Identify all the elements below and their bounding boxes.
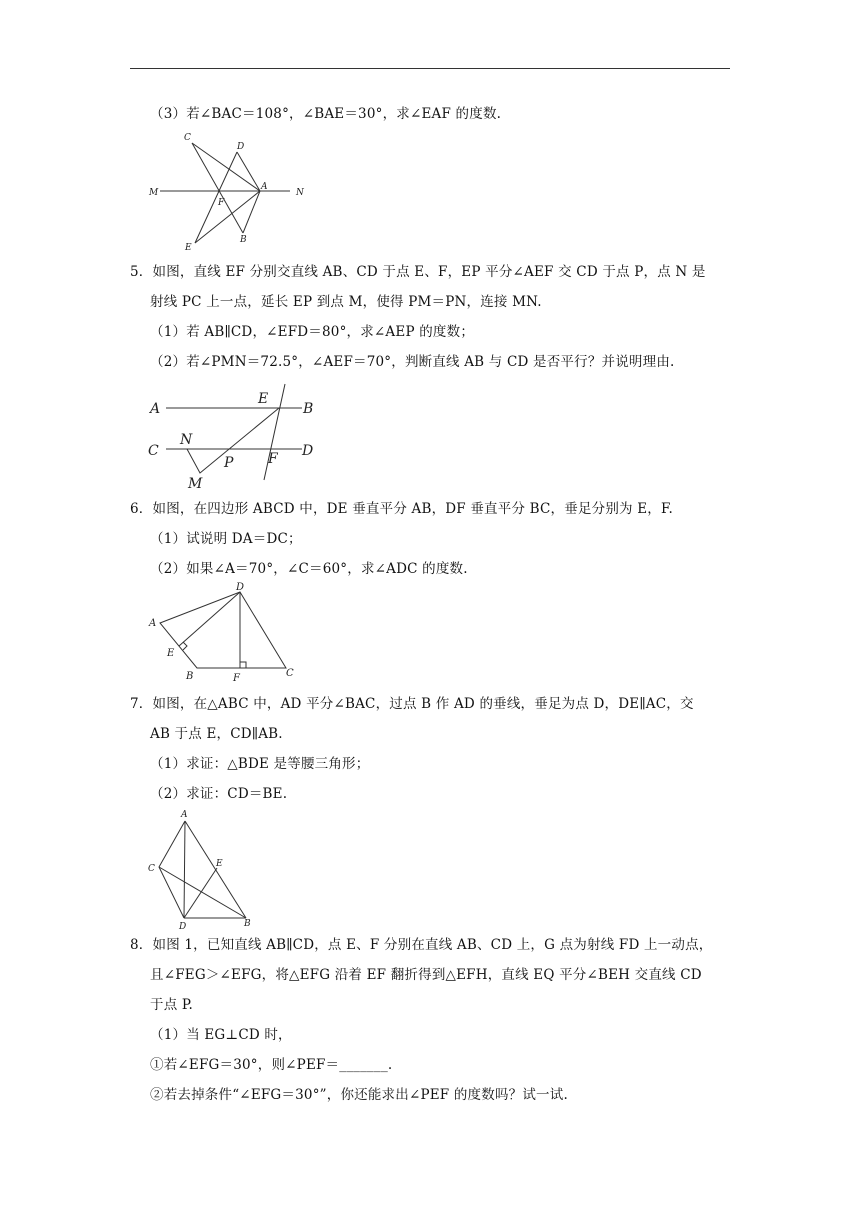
q8-stem-line2: 且∠FEG＞∠EFG，将△EFG 沿着 EF 翻折得到△EFH，直线 EQ 平分∠BEH 交直线 CD	[150, 967, 702, 983]
fig-q6-label-f: F	[233, 673, 240, 684]
q8-part1-text: （1）当 EG⊥CD 时，	[150, 1027, 292, 1043]
fig-q4-label-c: C	[184, 133, 191, 143]
fig-q4-label-e: E	[185, 243, 192, 253]
figure-q7	[140, 806, 270, 932]
fig-q6-label-c: C	[286, 668, 294, 679]
fig-q4-label-d: D	[237, 142, 245, 152]
fig-q5-label-e: E	[258, 391, 269, 407]
header-rule	[130, 68, 730, 69]
fig-q5-label-m: M	[188, 476, 203, 492]
fig-q4-label-m: M	[149, 188, 159, 198]
q8-stem-line3: 于点 P.	[150, 997, 193, 1013]
fig-q4-label-a: A	[261, 182, 268, 192]
fig-q4-label-b: B	[240, 235, 247, 245]
fig-q6-label-b: B	[186, 671, 194, 682]
fig-q5-label-b: B	[303, 401, 314, 417]
q5-stem-line1: 5．如图，直线 EF 分别交直线 AB、CD 于点 E、F，EP 平分∠AEF 交 CD 于点 P，点 N 是	[130, 264, 706, 280]
fig-q6-label-d: D	[236, 582, 245, 593]
q5-part2-text: （2）若∠PMN＝72.5°，∠AEF＝70°，判断直线 AB 与 CD 是否平行？并说明理由.	[150, 354, 675, 370]
fig-q7-label-e: E	[216, 859, 223, 869]
fig-q5-label-a: A	[150, 401, 161, 417]
q6-stem-line1: 6．如图，在四边形 ABCD 中，DE 垂直平分 AB，DF 垂直平分 BC，垂足分别为 E，F.	[130, 501, 673, 517]
q8-stem-line1: 8．如图 1，已知直线 AB∥CD，点 E、F 分别在直线 AB、CD 上，G 点为射线 FD 上一动点，	[130, 937, 713, 953]
figure-q5	[140, 378, 330, 492]
fig-q7-label-b: B	[244, 919, 251, 929]
q8-part1-sub1-text: ①若∠EFG＝30°，则∠PEF＝_______.	[150, 1057, 393, 1073]
q5-stem-line2: 射线 PC 上一点，延长 EP 到点 M，使得 PM＝PN，连接 MN.	[150, 294, 542, 310]
figure-q6	[140, 584, 300, 684]
fig-q5-label-p: P	[224, 455, 234, 471]
q5-part1-text: （1）若 AB∥CD，∠EFD＝80°，求∠AEP 的度数；	[150, 324, 475, 340]
q7-part1-text: （1）求证：△BDE 是等腰三角形；	[150, 756, 370, 772]
q6-part1-text: （1）试说明 DA＝DC；	[150, 531, 302, 547]
q7-stem-line1: 7．如图，在△ABC 中，AD 平分∠BAC，过点 B 作 AD 的垂线，垂足为点 D，DE∥AC，交	[130, 696, 694, 712]
fig-q6-label-e: E	[167, 648, 175, 659]
q7-stem-line2: AB 于点 E，CD∥AB.	[150, 726, 283, 742]
fig-q6-label-a: A	[149, 618, 157, 629]
fig-q7-label-d: D	[179, 922, 187, 932]
q8-part1-sub2-text: ②若去掉条件“∠EFG＝30°”，你还能求出∠PEF 的度数吗？试一试.	[150, 1087, 568, 1103]
fig-q4-label-n: N	[296, 188, 304, 198]
fig-q5-label-n: N	[180, 432, 193, 448]
fig-q5-label-d: D	[302, 443, 314, 459]
q7-part2-text: （2）求证：CD＝BE.	[150, 786, 288, 802]
fig-q7-label-a: A	[181, 810, 188, 820]
fig-q5-label-c: C	[148, 443, 159, 459]
q4-part3-text: （3）若∠BAC＝108°，∠BAE＝30°，求∠EAF 的度数.	[150, 106, 502, 122]
figure-q4	[140, 126, 320, 254]
fig-q4-label-f: F	[218, 198, 225, 208]
fig-q7-label-c: C	[148, 864, 155, 874]
fig-q5-label-f: F	[268, 451, 278, 467]
q6-part2-text: （2）如果∠A＝70°，∠C＝60°，求∠ADC 的度数.	[150, 561, 468, 577]
